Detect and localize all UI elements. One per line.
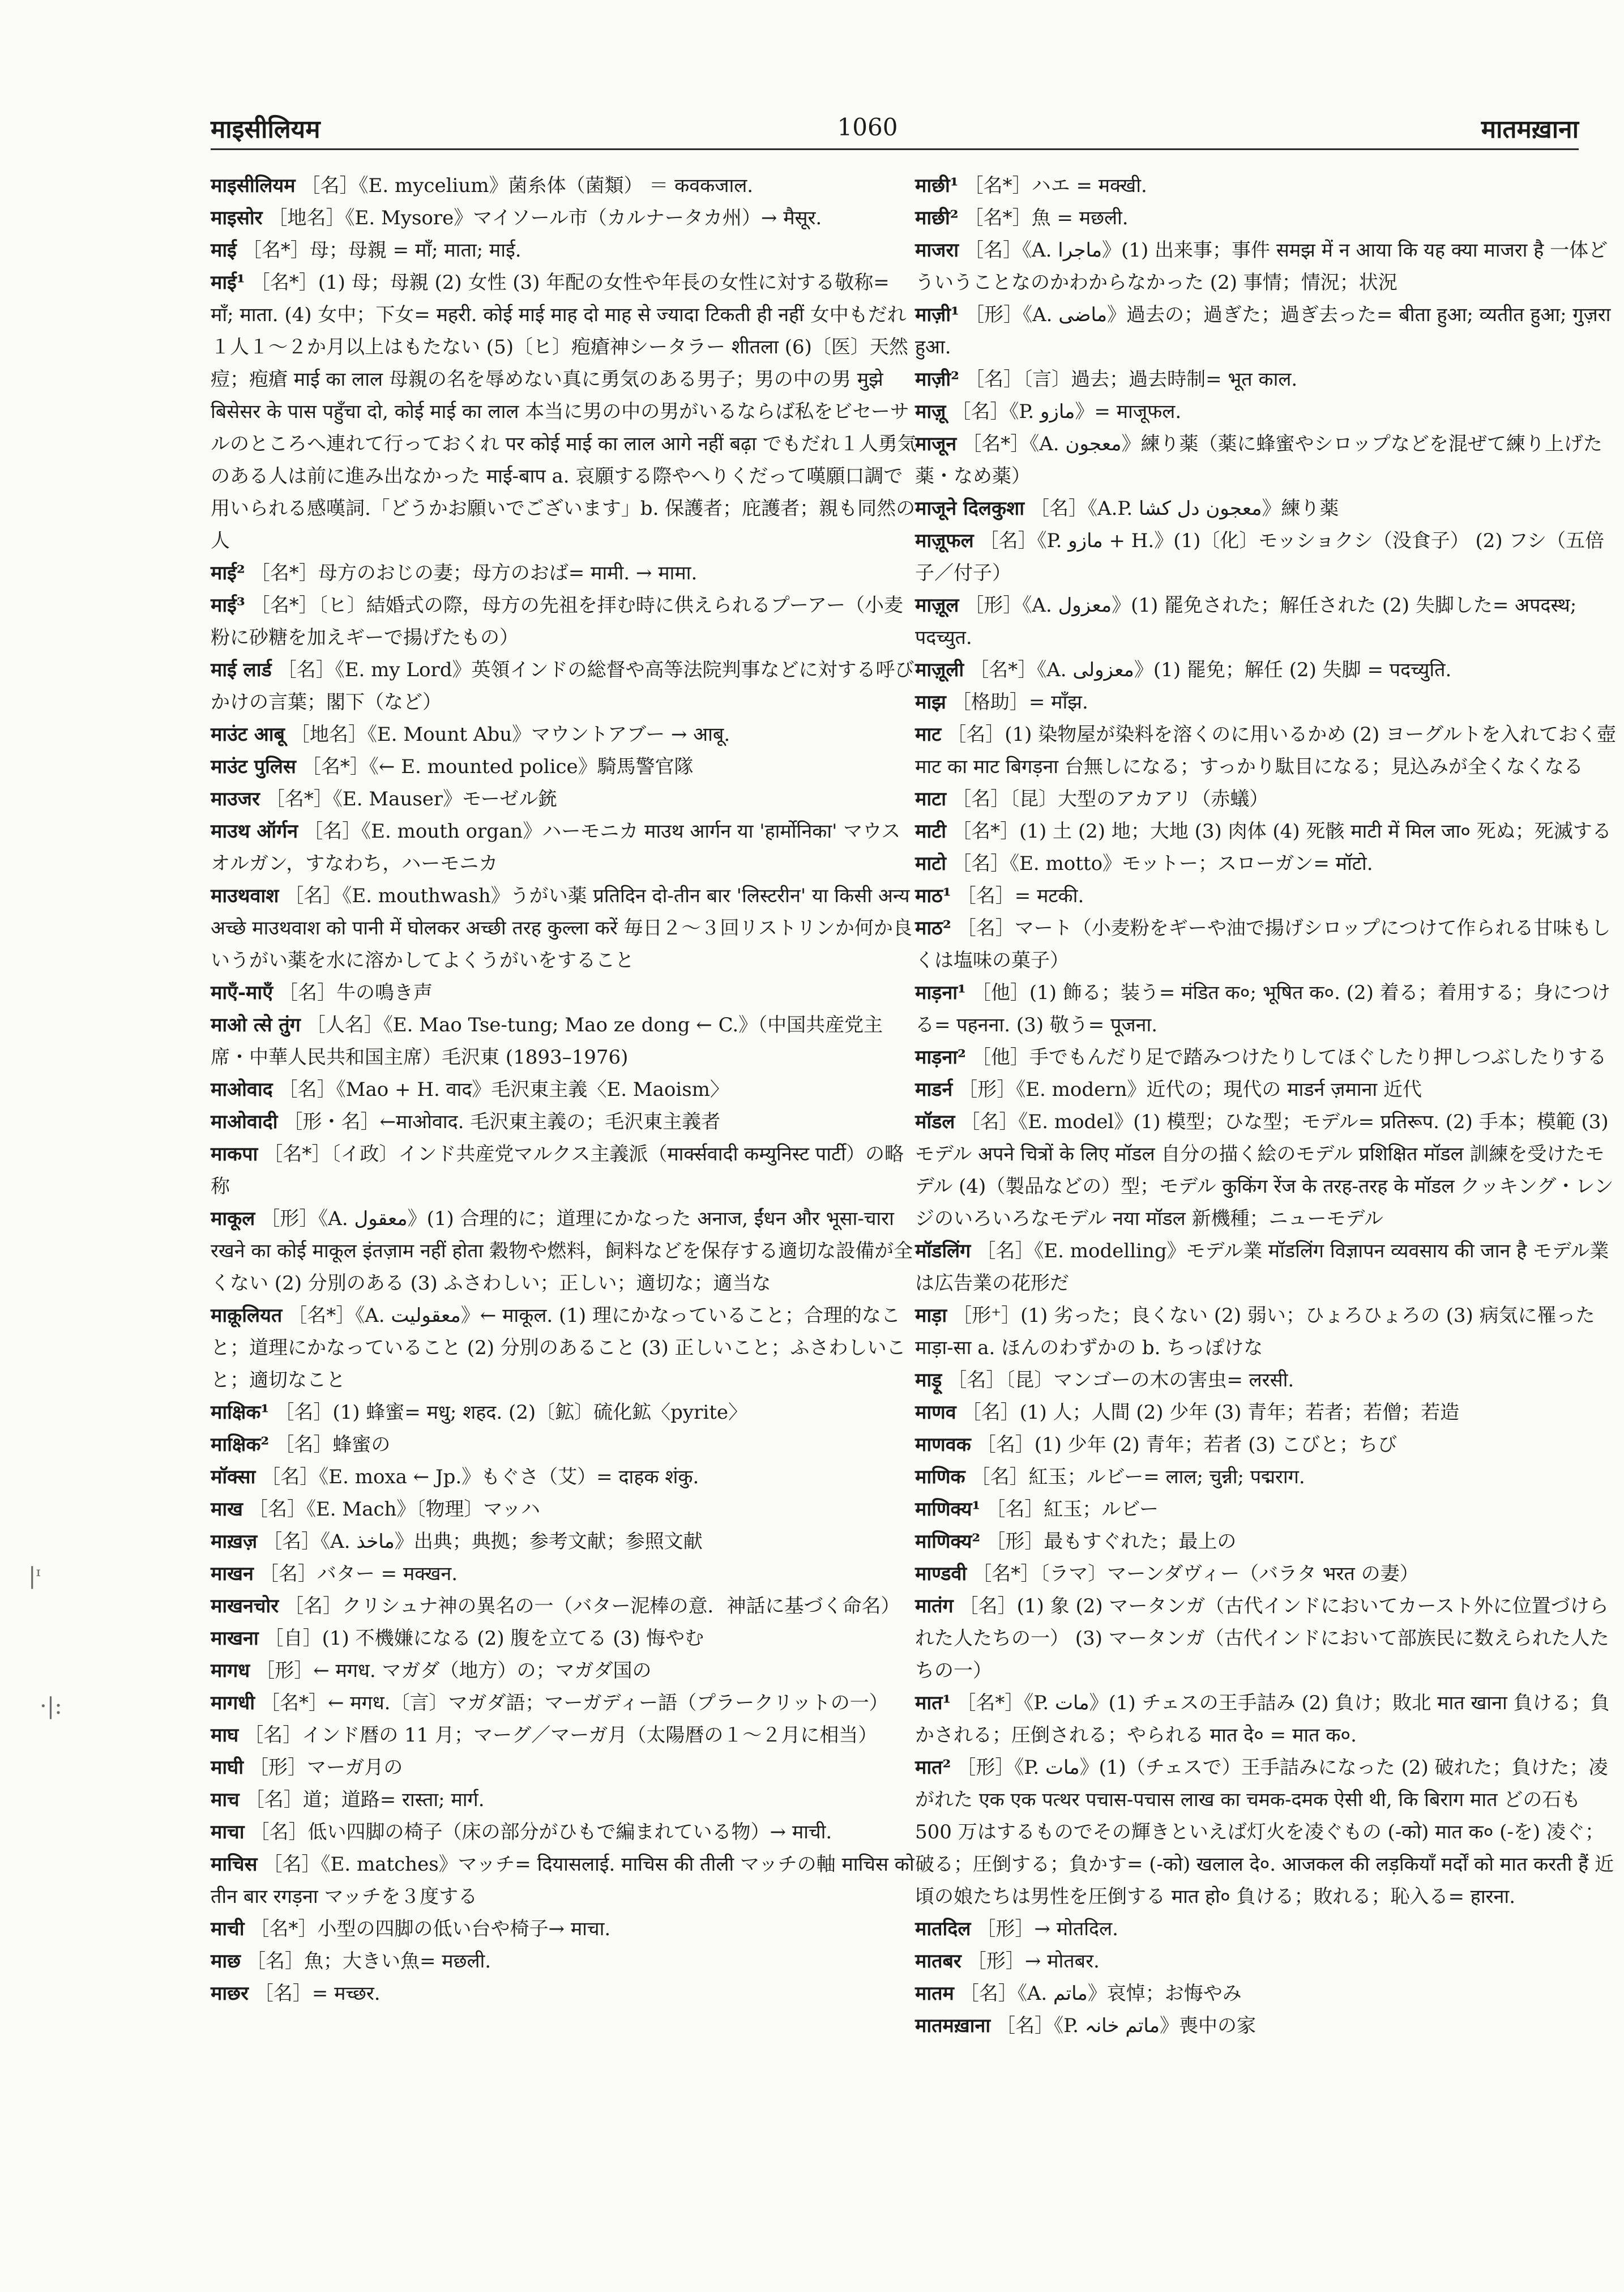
entry-definition: ［名］《E. motto》モットー；スローガン= मॉटो. — [952, 852, 1373, 875]
dictionary-entry — [211, 880, 918, 977]
entry-headword: माचिस — [211, 1853, 258, 1876]
entry-definition: ［名］(1) 少年 (2) 青年；若者 (3) こびと；ちび — [976, 1433, 1398, 1456]
dictionary-entry — [915, 1752, 1623, 1913]
entry-headword: मागधी — [211, 1692, 255, 1714]
dictionary-entry — [211, 234, 918, 267]
entry-headword: माज़ूल — [915, 594, 959, 617]
entry-headword: माज़ूली — [915, 659, 964, 681]
entry-headword: माण्डवी — [915, 1563, 967, 1585]
entry-definition: ［名*］(1) 土 (2) 地；大地 (3) 肉体 (4) 死骸 माटी में मिल जा० 死ぬ；死滅する — [952, 820, 1612, 843]
entry-headword: माणव — [915, 1401, 956, 1424]
dictionary-entry — [211, 1429, 918, 1461]
dictionary-entry — [211, 1493, 918, 1526]
dictionary-entry — [915, 1364, 1623, 1397]
right-column — [915, 170, 1623, 2042]
entry-headword: माणवक — [915, 1433, 971, 1456]
dictionary-entry — [915, 525, 1623, 590]
dictionary-entry — [915, 654, 1623, 686]
entry-definition: ［名］《E. Mach》〔物理〕マッハ — [248, 1498, 541, 1521]
dictionary-entry — [915, 1558, 1623, 1590]
entry-headword: माई³ — [211, 594, 245, 617]
entry-definition: ［名］《Mao + H. वाद》毛沢東主義〈E. Maoism〉 — [278, 1078, 729, 1101]
entry-headword: मॉडलिंग — [915, 1240, 971, 1262]
dictionary-entry — [211, 1752, 918, 1784]
entry-definition: ［名*］〔イ政〕インド共産党マルクス主義派（मार्क्सवादी कम्युनिस्ट पार्टी）の略称 — [211, 1143, 904, 1198]
dictionary-entry — [211, 590, 918, 654]
entry-headword: माखन — [211, 1563, 254, 1585]
entry-headword: माक्षिक¹ — [211, 1401, 270, 1424]
entry-headword: मात¹ — [915, 1692, 951, 1714]
dictionary-entry — [915, 1074, 1623, 1106]
entry-headword: माणिक्य² — [915, 1530, 981, 1553]
dictionary-entry — [211, 1687, 918, 1719]
entry-headword: माइसोर — [211, 207, 263, 229]
dictionary-entry — [915, 428, 1623, 493]
entry-headword: माची — [211, 1918, 245, 1940]
dictionary-entry — [211, 1719, 918, 1752]
entry-definition: ［名］《A. ماجرا》(1) 出来事；事件 समझ में न आया कि यह क्या माजरा है 一体どういうことなのかわからなかった (2) 事情；情況；状況 — [915, 239, 1608, 294]
dictionary-entry — [211, 719, 918, 751]
entry-headword: माटा — [915, 788, 947, 810]
dictionary-entry — [211, 1138, 918, 1203]
entry-headword: माउंट आबू — [211, 723, 285, 746]
entry-definition: ［格助］= माँझ. — [951, 691, 1088, 714]
entry-definition: ［名］道；道路= रास्ता; मार्ग. — [245, 1789, 485, 1811]
entry-definition: ［名*］〔ラマ〕マーンダヴィー（バラタ भरत の妻） — [972, 1563, 1419, 1585]
left-column — [211, 170, 918, 2010]
dictionary-entry — [915, 396, 1623, 428]
entry-definition: ［人名］《E. Mao Tse-tung; Mao ze dong ← C.》（中国共産党主席・中華人民共和国主席）毛沢東 (1893–1976) — [211, 1014, 883, 1069]
dictionary-entry — [915, 1461, 1623, 1493]
dictionary-entry — [915, 234, 1623, 299]
entry-definition: ［名］牛の鳴き声 — [279, 981, 433, 1004]
entry-headword: माजून — [915, 433, 957, 455]
entry-definition: ［名］《E. moxa ← Jp.》もぐさ（艾）= दाहक शंकु. — [261, 1466, 699, 1488]
entry-headword: मातम — [915, 1982, 954, 2005]
entry-definition: ［名］〔言〕過去；過去時制= भूत काल. — [965, 368, 1298, 391]
dictionary-entry — [211, 1590, 918, 1623]
entry-headword: माई लार्ड — [211, 659, 272, 681]
entry-definition: ［名］クリシュナ神の異名の一（バター泥棒の意．神話に基づく命名） — [284, 1595, 900, 1617]
entry-definition: ［形］《A. ماضی》過去の；過ぎた；過ぎ去った= बीता हुआ; व्यतीत हुआ; गुज़रा हुआ. — [915, 304, 1611, 358]
entry-headword: मात² — [915, 1756, 951, 1779]
entry-definition: ［名*］《← E. mounted police》騎馬警官隊 — [301, 756, 694, 778]
dictionary-entry — [211, 170, 918, 202]
dictionary-entry — [211, 1784, 918, 1816]
dictionary-entry — [211, 1623, 918, 1655]
entry-definition: ［形］《A. معزول》(1) 罷免された；解任された (2) 失脚した= अपदस्थ; पदच्युत. — [915, 594, 1577, 649]
entry-headword: माउजर — [211, 788, 260, 810]
entry-headword: मातदिल — [915, 1918, 971, 1940]
dictionary-entry — [915, 1526, 1623, 1558]
dictionary-entry — [211, 1203, 918, 1300]
margin-mark: |ᶦ — [28, 1563, 41, 1589]
entry-headword: माएँ-माएँ — [211, 981, 273, 1004]
entry-definition: ［名］= मटकी. — [956, 885, 1084, 907]
page-number: 1060 — [837, 113, 898, 141]
running-head-right: मातमख़ाना — [1481, 115, 1579, 144]
header-rule — [211, 148, 1579, 150]
entry-headword: मातमख़ाना — [915, 2014, 991, 2037]
entry-definition: ［名*］《E. Mauser》モーゼル銃 — [265, 788, 558, 810]
entry-headword: माचा — [211, 1821, 245, 1843]
entry-definition: ［形］マーガ月の — [249, 1756, 403, 1779]
entry-headword: माछी¹ — [915, 174, 959, 197]
entry-definition: ［名］(1) 蜂蜜= मधु; शहद. (2)〔鉱〕硫化鉱〈pyrite〉 — [275, 1401, 747, 1424]
entry-definition: ［名*］〔ヒ〕結婚式の際，母方の先祖を拝む時に供えられるプーアー（小麦粉に砂糖を加えギーで揚げたもの） — [211, 594, 903, 649]
entry-definition: ［名］マート（小麦粉をギーや油で揚げシロップにつけて作られる甘味もしくは塩味の菓子） — [915, 917, 1611, 972]
dictionary-entry — [211, 1106, 918, 1138]
entry-definition: ［形］→ मोतदिल. — [976, 1918, 1118, 1940]
entry-headword: माकपा — [211, 1143, 258, 1166]
margin-mark: ·|: — [40, 1693, 62, 1719]
entry-definition: ［名］《E. model》(1) 模型；ひな型；モデル= प्रतिरूप. (2) 手本；模範 (3) モデル अपने चित्रों के लिए मॉडल 自分の描く絵のモデル प्रशिक्षित मॉडल 訓練を受けたモデル (4)（製品などの）型；モデル कुकिंग रेंज के तरह-तरह के मॉडल クッキング・レンジのいろいろなモデル नया मॉडल 新機種；ニューモデル — [915, 1111, 1614, 1230]
dictionary-entry — [211, 1816, 918, 1849]
dictionary-entry — [211, 751, 918, 783]
entry-headword: माछर — [211, 1982, 249, 2005]
dictionary-entry — [915, 686, 1623, 719]
entry-definition: ［名］《P. ماتم خانہ》喪中の家 — [996, 2014, 1256, 2037]
entry-definition: ［名*］《A. معزولی》(1) 罷免；解任 (2) 失脚 = पदच्युति. — [969, 659, 1452, 681]
entry-definition: ［形］《P. مات》(1)（チェスで）王手詰みになった (2) 破れた；負けた；凌がれた एक एक पत्थर पचास-पचास लाख का चमक-दमक ऐसी थी, कि बिराग मात どの石も 500 万はするものでその輝きといえば灯火を凌ぐもの (-को) मात क० (-を) 凌ぐ；破る；圧倒する；負かす= (-को) खलाल दे०. आजकल की लड़कियाँ मर्दों को मात करती हैं 近頃の娘たちは男性を圧倒する मात हो० 負ける；敗れる；恥入る= हारना. — [915, 1756, 1614, 1908]
entry-headword: माच — [211, 1789, 240, 1811]
entry-definition: ［名*］魚 = मछली. — [964, 207, 1129, 229]
entry-headword: माज़ू — [915, 400, 946, 423]
dictionary-entry — [915, 2010, 1623, 2042]
entry-definition: ［名］バター = मक्खन. — [259, 1563, 458, 1585]
dictionary-entry — [915, 1978, 1623, 2010]
dictionary-entry — [211, 1074, 918, 1106]
entry-headword: माओवाद — [211, 1078, 273, 1101]
entry-headword: माणिक — [915, 1466, 965, 1488]
dictionary-entry — [915, 912, 1623, 977]
entry-headword: माक्षिक² — [211, 1433, 270, 1456]
entry-headword: माओवादी — [211, 1111, 278, 1133]
entry-headword: माकूल — [211, 1207, 255, 1230]
entry-headword: माउंट पुलिस — [211, 756, 296, 778]
entry-definition: ［名］《A. ماتم》哀悼；お悔やみ — [959, 1982, 1242, 2005]
dictionary-entry — [211, 1526, 918, 1558]
entry-definition: ［名］= मच्छर. — [254, 1982, 381, 2005]
entry-definition: ［名］魚；大きい魚= मछली. — [246, 1950, 492, 1973]
dictionary-entry — [211, 977, 918, 1009]
entry-definition: ［他］手でもんだり足で踏みつけたりしてほぐしたり押しつぶしたりする — [971, 1046, 1607, 1069]
entry-headword: माइसीलियम — [211, 174, 296, 197]
entry-headword: माट — [915, 723, 942, 746]
dictionary-entry — [915, 299, 1623, 364]
dictionary-entry — [211, 1558, 918, 1590]
dictionary-entry — [211, 1849, 918, 1913]
entry-headword: माठ¹ — [915, 885, 951, 907]
dictionary-entry — [211, 816, 918, 880]
entry-definition: ［名］(1) 人；人間 (2) 少年 (3) 青年；若者；若僧；若造 — [961, 1401, 1460, 1424]
entry-definition: ［名*］(1) 母；母親 (2) 女性 (3) 年配の女性や年長の女性に対する敬称= माँ; माता. (4) 女中；下女= महरी. कोई माई माह दो माह से ज्यादा टिकती ही नहीं 女中もだれ１人１〜２か月以上はもたない (5)〔ヒ〕疱瘡神シータラー शीतला (6)〔医〕天然痘；疱瘡 माई का लाल 母親の名を辱めない真に勇気のある男子；男の中の男 मुझे बिसेसर के पास पहुँचा दो, कोई माई का लाल 本当に男の中の男がいるならば私をビセーサルのところへ連れて行っておくれ पर कोई माई का लाल आगे नहीं बढ़ा でもだれ１人勇気のある人は前に進み出なかった माई-बाप a. 哀願する際やへりくだって嘆願口調で用いられる感嘆詞.「どうかお願いでございます」b. 保護者；庇護者；親も同然の人 — [211, 271, 917, 552]
entry-headword: माई — [211, 239, 237, 262]
entry-definition: ［名*］母；母親 = माँ; माता; माई. — [242, 239, 522, 262]
entry-definition: ［名］《E. matches》マッチ= दियासलाई. माचिस की तीली マッチの軸 माचिस को तीन बार रगड़ना マッチを３度する — [211, 1853, 914, 1908]
entry-headword: माज़ी¹ — [915, 304, 960, 326]
entry-definition: ［名］蜂蜜の — [275, 1433, 391, 1456]
entry-headword: माडर्न — [915, 1078, 953, 1101]
entry-definition: ［名］〔昆〕大型のアカアリ（赤蟻） — [952, 788, 1269, 810]
running-head-left: माइसीलियम — [211, 115, 320, 144]
entry-headword: माड़ना¹ — [915, 981, 966, 1004]
entry-headword: मागध — [211, 1659, 250, 1682]
entry-definition: ［名］《A.P. معجون دل کشا》練り薬 — [1030, 497, 1339, 520]
entry-definition: ［名］紅玉；ルビー — [986, 1498, 1159, 1521]
entry-definition: ［名］《P. مازو》= माजूफल. — [951, 400, 1182, 423]
entry-definition: ［形］《A. معقول》(1) 合理的に；道理にかなった अनाज, ईंधन और भूसा-चारा रखने का कोई माकूल इंतज़ाम नहीं होता 穀物や燃料，飼料などを保存する適切な設備が全くない (2) 分別のある (3) ふさわしい；正しい；適切な；適当な — [211, 1207, 913, 1295]
dictionary-entry — [211, 1913, 918, 1945]
dictionary-entry — [915, 1913, 1623, 1945]
dictionary-entry — [915, 1235, 1623, 1300]
entry-headword: माई² — [211, 562, 245, 584]
entry-headword: माणिक्य¹ — [915, 1498, 981, 1521]
dictionary-entry — [211, 1009, 918, 1074]
entry-headword: माछी² — [915, 207, 959, 229]
entry-definition: ［形］最もすぐれた；最上の — [986, 1530, 1237, 1553]
dictionary-entry — [915, 783, 1623, 816]
entry-definition: ［名］(1) 染物屋が染料を溶くのに用いるかめ (2) ヨーグルトを入れておく壺 माट का माट बिगड़ना 台無しになる；すっかり駄目になる；見込みが全くなくなる — [915, 723, 1617, 778]
entry-definition: ［形⁺］(1) 劣った；良くない (2) 弱い；ひょろひょろの (3) 病気に罹った माड़ा-सा a. ほんのわずかの b. ちっぽけな — [915, 1304, 1595, 1359]
dictionary-entry — [915, 1687, 1623, 1752]
entry-definition: ［名*］《A. معجون》練り薬（薬に蜂蜜やシロップなどを混ぜて練り上げた薬・なめ薬） — [915, 433, 1602, 488]
entry-headword: मातबर — [915, 1950, 961, 1973]
dictionary-entry — [915, 1590, 1623, 1687]
entry-headword: माओ त्से तुंग — [211, 1014, 301, 1036]
dictionary-entry — [211, 1461, 918, 1493]
entry-definition: ［名］《E. modelling》モデル業 मॉडलिंग विज्ञापन व्यवसाय की जान है モデル業は広告業の花形だ — [915, 1240, 1609, 1295]
entry-headword: माउथ ऑर्गन — [211, 820, 298, 843]
dictionary-entry — [915, 1945, 1623, 1978]
entry-definition: ［名］低い四脚の椅子（床の部分がひもで編まれている物）→ माची. — [250, 1821, 832, 1843]
entry-definition: ［名］《A. ماخذ》出典；典拠；参考文献；参照文献 — [263, 1530, 703, 1553]
entry-headword: माछ — [211, 1950, 241, 1973]
entry-headword: मॉडल — [915, 1111, 955, 1133]
entry-definition: ［名*］《P. مات》(1) チェスの王手詰み (2) 負け；敗北 मात खाना 負ける；負かされる；圧倒される；やられる मात दे० = मात क०. — [915, 1692, 1610, 1747]
dictionary-entry — [211, 1300, 918, 1397]
entry-definition: ［名］《P. مازو + H.》(1)〔化〕モッショクシ（没食子） (2) フシ（五倍子／付子） — [915, 530, 1605, 584]
dictionary-entry — [211, 1397, 918, 1429]
entry-definition: ［形］《E. modern》近代の；現代の माडर्न ज़माना 近代 — [958, 1078, 1422, 1101]
entry-definition: ［名］《E. mouth organ》ハーモニカ माउथ आर्गन या 'हार्मोनिका' マウスオルガン，すなわち，ハーモニカ — [211, 820, 901, 875]
entry-definition: ［他］(1) 飾る；装う= मंडित क०; भूषित क०. (2) 着る；着用する；身につける= पहनना. (3) 敬う= पूजना. — [915, 981, 1610, 1036]
entry-headword: माखना — [211, 1627, 259, 1650]
dictionary-entry — [915, 848, 1623, 880]
entry-headword: माड़ना² — [915, 1046, 966, 1069]
entry-headword: माख — [211, 1498, 243, 1521]
entry-definition: ［名*］ハエ = मक्खी. — [964, 174, 1147, 197]
dictionary-entry — [915, 202, 1623, 234]
entry-definition: ［名*］小型の四脚の低い台や椅子→ माचा. — [250, 1918, 611, 1940]
dictionary-entry — [211, 202, 918, 234]
entry-headword: माख़ज़ — [211, 1530, 258, 1553]
entry-headword: माक़ूलियत — [211, 1304, 283, 1327]
dictionary-entry — [915, 1042, 1623, 1074]
dictionary-entry — [915, 493, 1623, 525]
dictionary-entry — [915, 880, 1623, 912]
entry-definition: ［形］← मगध. マガダ（地方）の；マガダ国の — [255, 1659, 652, 1682]
dictionary-entry — [915, 1106, 1623, 1235]
dictionary-entry — [211, 1978, 918, 2010]
entry-definition: ［名］《E. my Lord》英領インドの総督や高等法院判事などに対する呼びかけの言葉；閣下（など） — [211, 659, 914, 714]
entry-headword: माझ — [915, 691, 946, 714]
entry-definition: ［形・名］←माओवाद. 毛沢東主義の；毛沢東主義者 — [283, 1111, 721, 1133]
entry-definition: ［名］紅玉；ルビー= लाल; चुन्नी; पद्मराग. — [971, 1466, 1305, 1488]
dictionary-entry — [211, 783, 918, 816]
dictionary-entry — [915, 590, 1623, 654]
entry-headword: माज़ी² — [915, 368, 960, 391]
entry-definition: ［名*］《A. معقولیت》← माकूल. (1) 理にかなっていること；合理的なこと；道理にかなっていること (2) 分別のあること (3) 正しいこと；ふさわしいこと；適切なこと — [211, 1304, 906, 1392]
entry-headword: माज़ूफल — [915, 530, 974, 552]
dictionary-entry — [211, 557, 918, 590]
entry-definition: ［地名］《E. Mysore》マイソール市（カルナータカ州）→ मैसूर. — [268, 207, 822, 229]
dictionary-entry — [915, 719, 1623, 783]
entry-definition: ［名*］母方のおじの妻；母方のおば= मामी. → मामा. — [250, 562, 698, 584]
dictionary-entry — [211, 654, 918, 719]
entry-headword: माखनचोर — [211, 1595, 279, 1617]
entry-definition: ［名*］← मगध.〔言〕マガダ語；マーガディー語（プラークリットの一） — [260, 1692, 888, 1714]
entry-headword: माई¹ — [211, 271, 245, 294]
entry-headword: माघी — [211, 1756, 244, 1779]
entry-headword: माठ² — [915, 917, 951, 940]
entry-headword: माजूने दिलकुशा — [915, 497, 1025, 520]
entry-headword: माजरा — [915, 239, 959, 262]
dictionary-entry — [915, 364, 1623, 396]
entry-headword: मॉक्सा — [211, 1466, 256, 1488]
entry-headword: माड़ा — [915, 1304, 947, 1327]
entry-definition: ［形］→ मोतबर. — [967, 1950, 1100, 1973]
entry-headword: माघ — [211, 1724, 239, 1747]
entry-definition: ［名］〔昆〕マンゴーの木の害虫= लरसी. — [947, 1369, 1294, 1392]
entry-headword: माटो — [915, 852, 947, 875]
dictionary-entry — [915, 1493, 1623, 1526]
entry-definition: ［名］《E. mouthwash》うがい薬 प्रतिदिन दो-तीन बार 'लिस्टरीन' या किसी अन्य अच्छे माउथवाश को पानी में घोलकर अच्छी तरह कुल्ला करें 毎日２〜３回リストリンか何か良いうがい薬を水に溶かしてよくうがいをすること — [211, 885, 912, 972]
entry-definition: ［自］(1) 不機嫌になる (2) 腹を立てる (3) 悔やむ — [264, 1627, 704, 1650]
entry-definition: ［地名］《E. Mount Abu》マウントアブー → आबू. — [290, 723, 730, 746]
dictionary-entry — [211, 1655, 918, 1687]
dictionary-entry — [915, 977, 1623, 1042]
dictionary-entry — [211, 267, 918, 557]
dictionary-entry — [915, 1429, 1623, 1461]
entry-headword: माटी — [915, 820, 947, 843]
entry-definition: ［名］《E. mycelium》菌糸体（菌類） ＝ कवकजाल. — [301, 174, 754, 197]
dictionary-entry — [915, 816, 1623, 848]
entry-headword: मातंग — [915, 1595, 954, 1617]
dictionary-entry — [915, 170, 1623, 202]
dictionary-entry — [211, 1945, 918, 1978]
dictionary-entry — [915, 1300, 1623, 1364]
entry-headword: माड़ू — [915, 1369, 942, 1392]
entry-headword: माउथवाश — [211, 885, 279, 907]
entry-definition: ［名］インド暦の 11 月；マーグ／マーガ月（太陽暦の１〜２月に相当） — [244, 1724, 878, 1747]
entry-definition: ［名］(1) 象 (2) マータンガ（古代インドにおいてカースト外に位置づけられた人たちの一） (3) マータンガ（古代インドにおいて部族民に数えられた人たちの一） — [915, 1595, 1609, 1682]
dictionary-entry — [915, 1397, 1623, 1429]
